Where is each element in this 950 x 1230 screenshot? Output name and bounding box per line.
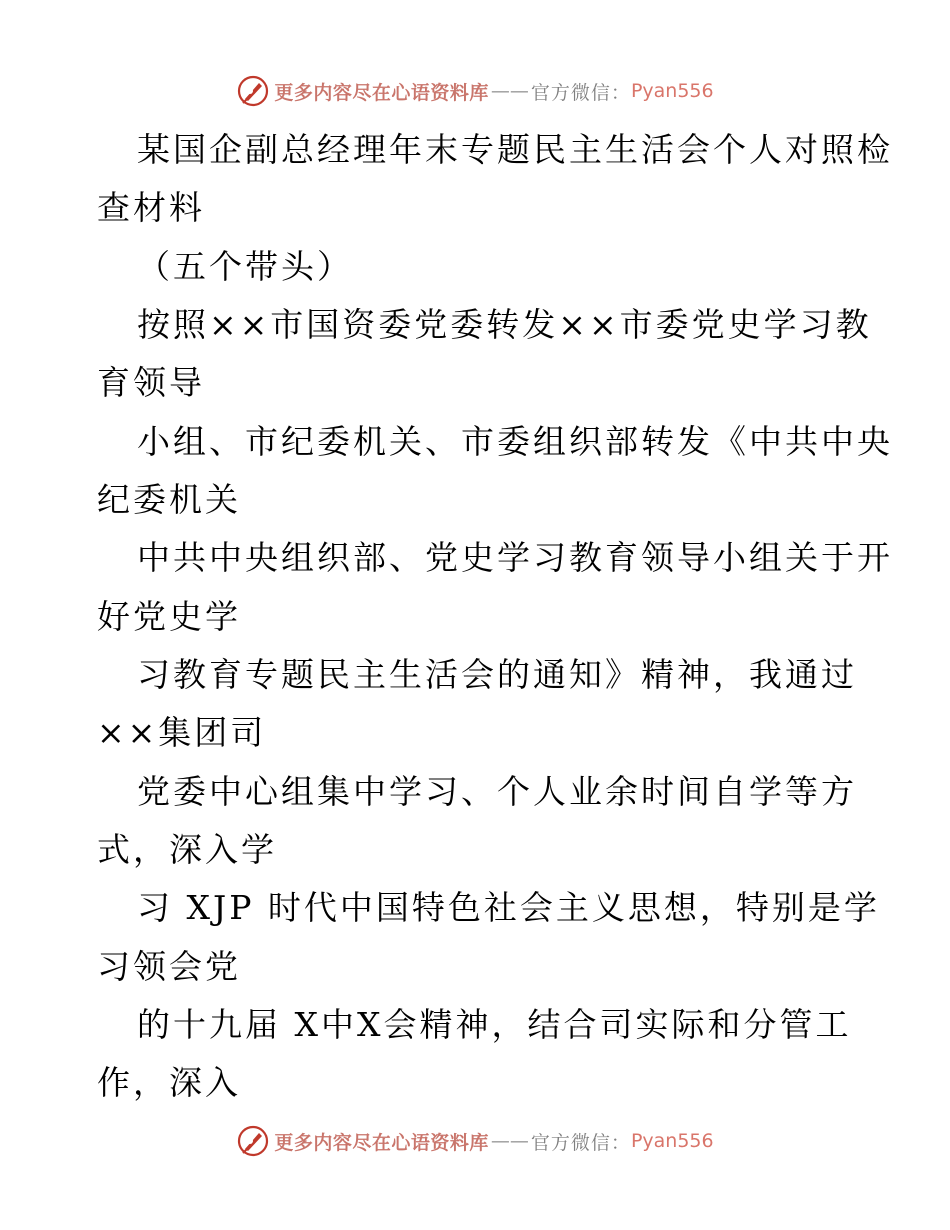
body-line: 育领导	[97, 363, 205, 402]
body-line: ××集团司	[97, 713, 267, 752]
body-line: （五个带头）	[137, 247, 353, 286]
watermark-dash: ——	[490, 80, 529, 102]
watermark-wechat-label: 官方微信：	[530, 1131, 631, 1154]
body-line: 党委中心组集中学习、个人业余时间自学等方	[137, 772, 857, 811]
body-line: 查材料	[97, 188, 205, 227]
body-line: 习教育专题民主生活会的通知》精神，我通过	[137, 655, 857, 694]
body-line: 按照××市国资委党委转发××市委党史学习教	[137, 305, 872, 344]
header-watermark	[0, 71, 950, 111]
watermark-wechat-id: Pyan556	[630, 80, 714, 102]
watermark-wechat-id: Pyan556	[630, 1130, 714, 1152]
quill-logo-icon	[236, 74, 270, 108]
watermark-brand-text: 更多内容尽在心语资料库	[274, 1131, 489, 1154]
body-line: 作，深入	[97, 1063, 241, 1102]
watermark-brand-text: 更多内容尽在心语资料库	[274, 81, 489, 104]
body-line: 某国企副总经理年末专题民主生活会个人对照检	[137, 130, 893, 169]
body-line: 式，深入学	[97, 830, 277, 869]
footer-watermark	[0, 1121, 950, 1161]
body-line: 的十九届 X中X会精神，结合司实际和分管工	[137, 1005, 852, 1044]
body-line: 习 XJP 时代中国特色社会主义思想，特别是学	[137, 888, 880, 927]
body-line: 小组、市纪委机关、市委组织部转发《中共中央	[137, 422, 893, 461]
quill-logo-icon	[236, 1124, 270, 1158]
body-line: 中共中央组织部、党史学习教育领导小组关于开	[137, 538, 893, 577]
watermark-dash: ——	[490, 1130, 529, 1152]
body-line: 好党史学	[97, 597, 241, 636]
body-line: 习领会党	[97, 947, 241, 986]
watermark-wechat-label: 官方微信：	[530, 81, 631, 104]
body-line: 纪委机关	[97, 480, 241, 519]
